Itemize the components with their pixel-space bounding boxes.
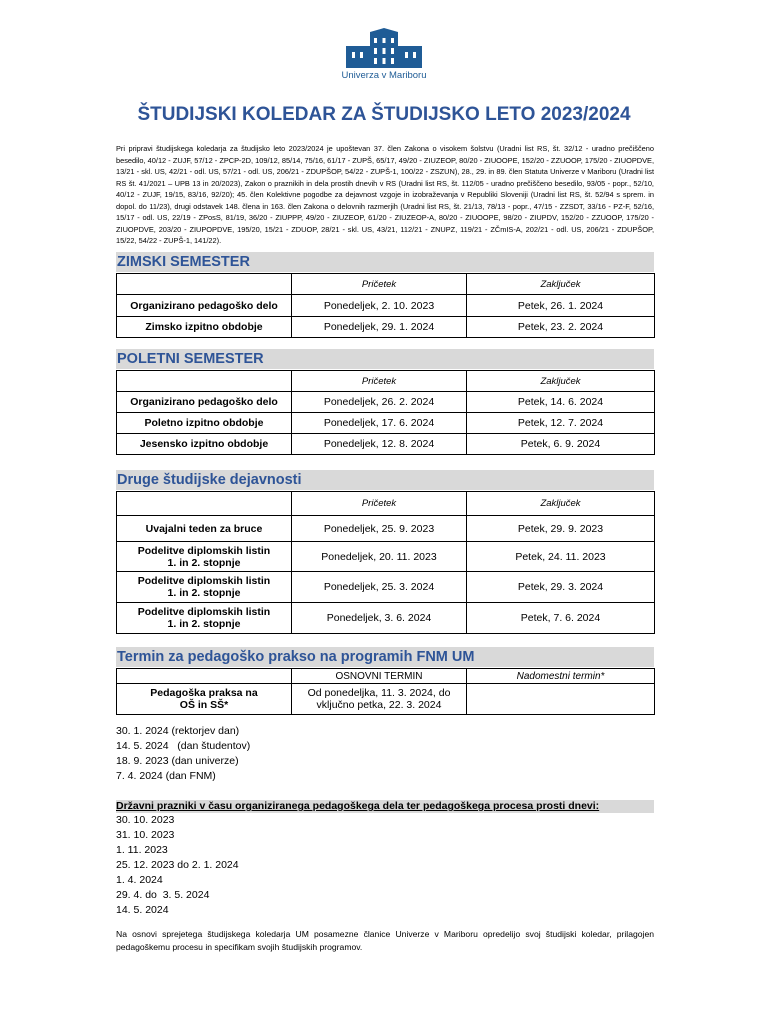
list-item: 18. 9. 2023 (dan univerze) <box>116 755 239 767</box>
list-item: 30. 10. 2023 <box>116 814 175 826</box>
end-date: Petek, 24. 11. 2023 <box>467 542 655 572</box>
empty-header-cell <box>117 669 292 684</box>
table-row <box>117 572 655 603</box>
alt-term-header: Nadomestni termin* <box>467 669 655 684</box>
empty-header-cell <box>117 274 292 295</box>
empty-header-cell <box>117 371 292 392</box>
table-row <box>117 516 655 542</box>
end-column-header: Zaključek <box>467 371 655 392</box>
row-label-line1: Uvajalni teden za bruce <box>145 522 263 535</box>
start-date: Ponedeljek, 20. 11. 2023 <box>292 542 467 572</box>
list-item: 31. 10. 2023 <box>116 829 175 841</box>
special-days-list <box>116 724 250 784</box>
table-row <box>117 603 655 634</box>
end-date: Petek, 14. 6. 2024 <box>467 392 655 413</box>
list-item: 1. 11. 2023 <box>116 844 168 856</box>
main-term-cell <box>292 684 467 715</box>
summer-semester-table <box>116 370 655 455</box>
start-column-header: Pričetek <box>292 371 467 392</box>
winter-semester-heading: ZIMSKI SEMESTER <box>116 252 654 272</box>
other-activities-heading: Druge študijske dejavnosti <box>116 470 654 490</box>
main-term-line2: vključno petka, 22. 3. 2024 <box>316 699 442 711</box>
holidays-list <box>116 813 239 918</box>
start-column-header: Pričetek <box>292 492 467 516</box>
table-row <box>117 413 655 434</box>
table-row <box>117 542 655 572</box>
intro-paragraph: Pri pripravi študijskega koledarja za študijsko leto 2023/2024 je upoštevan 37. člen Zakona o visokem šolstvu (Uradni list RS, št. 32/12 - uradno prečiščeno besedilo, 40/12 - ZUJF, 57/12 - ZPCP-2D, 109/12, 85/14, 75/16, 61/17 - ZUPŠ, 65/17, 49/20 - ZIUZEOP, 80/20 - ZIUOOPE, 152/20 - ZZUOOP, 175/20 - ZIUOPDVE, 13/21 - skl. US, 42/21 - odl. US, 57/21 - odl. US, 206/21 - ZDUPŠOP, 54/22 - ZUPŠ-1, 100/22 - ZSZUN), 28., 29. in 89. člen Statuta Univerze v Mariboru (Uradni list RS št. 41/2021 – UPB 13 in 20/2023), Zakon o praznikih in dela prostih dnevih v RS (Uradni list RS, št. 112/05 - uradno prečiščeno besedilo, 93/05 - popr., 52/10, 40/12 - ZUJF, 19/15, 83/16, 92/20); 45. člen Kolektivne pogodbe za dejavnost vzgoje in izobraževanja v Republiki Sloveniji (Uradni list RS, št. 52/94 s sprem. in dopol. do 11/23), drugi odstavek 148. člena in 163. člen Zakona o delovnih razmerjih (Uradni list RS, št. 21/13, 78/13 - popr., 47/15 - ZZSDT, 33/16 - PZ-F, 52/16, 15/17 - odl. US, 22/19 - ZPosS, 81/19, 36/20 - ZIUPPP, 49/20 - ZIUZEOP, 61/20 - ZIUZEOP-A, 80/20 - ZIUOOPE, 98/20 - ZIUPDV, 152/20 - ZZUOOP, 175/20 - ZIUOPDVE, 203/20 - ZIUPOPDVE, 195/20, 15/21 - ZDUOP, 28/21 - skl. US, 43/21, 112/21 - ZNUPZ, 119/21 - ZČmIS-A, 202/21 - odl. US, 206/21 - ZDUPŠOP, 15/22, 54/22 - ZUPŠ-1, 141/22). <box>116 144 654 245</box>
row-label-line1: Podelitve diplomskih listin <box>137 575 271 587</box>
page-title: ŠTUDIJSKI KOLEDAR ZA ŠTUDIJSKO LETO 2023/2024 <box>137 104 631 125</box>
row-label: Zimsko izpitno obdobje <box>117 317 292 338</box>
start-column-header: Pričetek <box>292 274 467 295</box>
end-date: Petek, 6. 9. 2024 <box>467 434 655 455</box>
list-item: 25. 12. 2023 do 2. 1. 2024 <box>116 859 239 871</box>
other-activities-table <box>116 491 655 634</box>
summer-semester-heading: POLETNI SEMESTER <box>116 349 654 369</box>
start-date: Ponedeljek, 25. 3. 2024 <box>292 572 467 603</box>
start-date: Ponedeljek, 17. 6. 2024 <box>292 413 467 434</box>
row-label <box>117 684 292 715</box>
start-date: Ponedeljek, 12. 8. 2024 <box>292 434 467 455</box>
end-date: Petek, 29. 3. 2024 <box>467 572 655 603</box>
row-label-line2: 1. in 2. stopnje <box>167 556 241 569</box>
practice-table <box>116 668 655 715</box>
row-label-line2: OŠ in SŠ* <box>179 699 229 711</box>
start-date: Ponedeljek, 2. 10. 2023 <box>292 295 467 317</box>
logo-text: Univerza v Mariboru <box>341 70 427 81</box>
row-label-line1: Podelitve diplomskih listin <box>137 606 271 618</box>
row-label <box>117 542 292 572</box>
row-label-line2: 1. in 2. stopnje <box>167 618 241 630</box>
row-label: Jesensko izpitno obdobje <box>117 434 292 455</box>
practice-heading: Termin za pedagoško prakso na programih FNM UM <box>116 647 654 667</box>
row-label <box>117 572 292 603</box>
main-term-header: OSNOVNI TERMIN <box>292 669 467 684</box>
table-row <box>117 392 655 413</box>
end-date: Petek, 29. 9. 2023 <box>467 516 655 542</box>
alt-term-cell <box>467 684 655 715</box>
row-label: Poletno izpitno obdobje <box>117 413 292 434</box>
end-column-header: Zaključek <box>467 274 655 295</box>
row-label <box>117 603 292 634</box>
list-item: 29. 4. do 3. 5. 2024 <box>116 889 210 901</box>
main-term-line1: Od ponedeljka, 11. 3. 2024, do <box>307 687 451 699</box>
list-item: 14. 5. 2024 <box>116 904 169 916</box>
end-date: Petek, 23. 2. 2024 <box>467 317 655 338</box>
table-row <box>117 317 655 338</box>
list-item: 1. 4. 2024 <box>116 874 163 886</box>
row-label-line1: Pedagoška praksa na <box>150 687 258 699</box>
list-item: 7. 4. 2024 (dan FNM) <box>116 770 216 782</box>
start-date: Ponedeljek, 25. 9. 2023 <box>292 516 467 542</box>
end-column-header: Zaključek <box>467 492 655 516</box>
list-item: 30. 1. 2024 (rektorjev dan) <box>116 725 240 737</box>
holidays-heading: Državni prazniki v času organiziranega pedagoškega dela ter pedagoškega procesa prosti dnevi: <box>116 800 654 813</box>
row-label-line2: 1. in 2. stopnje <box>167 587 241 599</box>
end-date: Petek, 12. 7. 2024 <box>467 413 655 434</box>
row-label <box>117 516 292 542</box>
list-item: 14. 5. 2024 (dan študentov) <box>116 740 251 752</box>
table-row <box>117 295 655 317</box>
table-row <box>117 684 655 715</box>
empty-header-cell <box>117 492 292 516</box>
start-date: Ponedeljek, 29. 1. 2024 <box>292 317 467 338</box>
start-date: Ponedeljek, 26. 2. 2024 <box>292 392 467 413</box>
table-row <box>117 434 655 455</box>
row-label: Organizirano pedagoško delo <box>117 392 292 413</box>
winter-semester-table <box>116 273 655 338</box>
end-date: Petek, 7. 6. 2024 <box>467 603 655 634</box>
end-date: Petek, 26. 1. 2024 <box>467 295 655 317</box>
row-label: Organizirano pedagoško delo <box>117 295 292 317</box>
footer-note: Na osnovi sprejetega študijskega koledarja UM posamezne članice Univerze v Mariboru opredelijo svoj študijski koledar, prilagojen pedagoškemu procesu in specifikam svojih študijskih programov. <box>116 929 654 952</box>
start-date: Ponedeljek, 3. 6. 2024 <box>292 603 467 634</box>
row-label-line1: Podelitve diplomskih listin <box>137 544 271 557</box>
